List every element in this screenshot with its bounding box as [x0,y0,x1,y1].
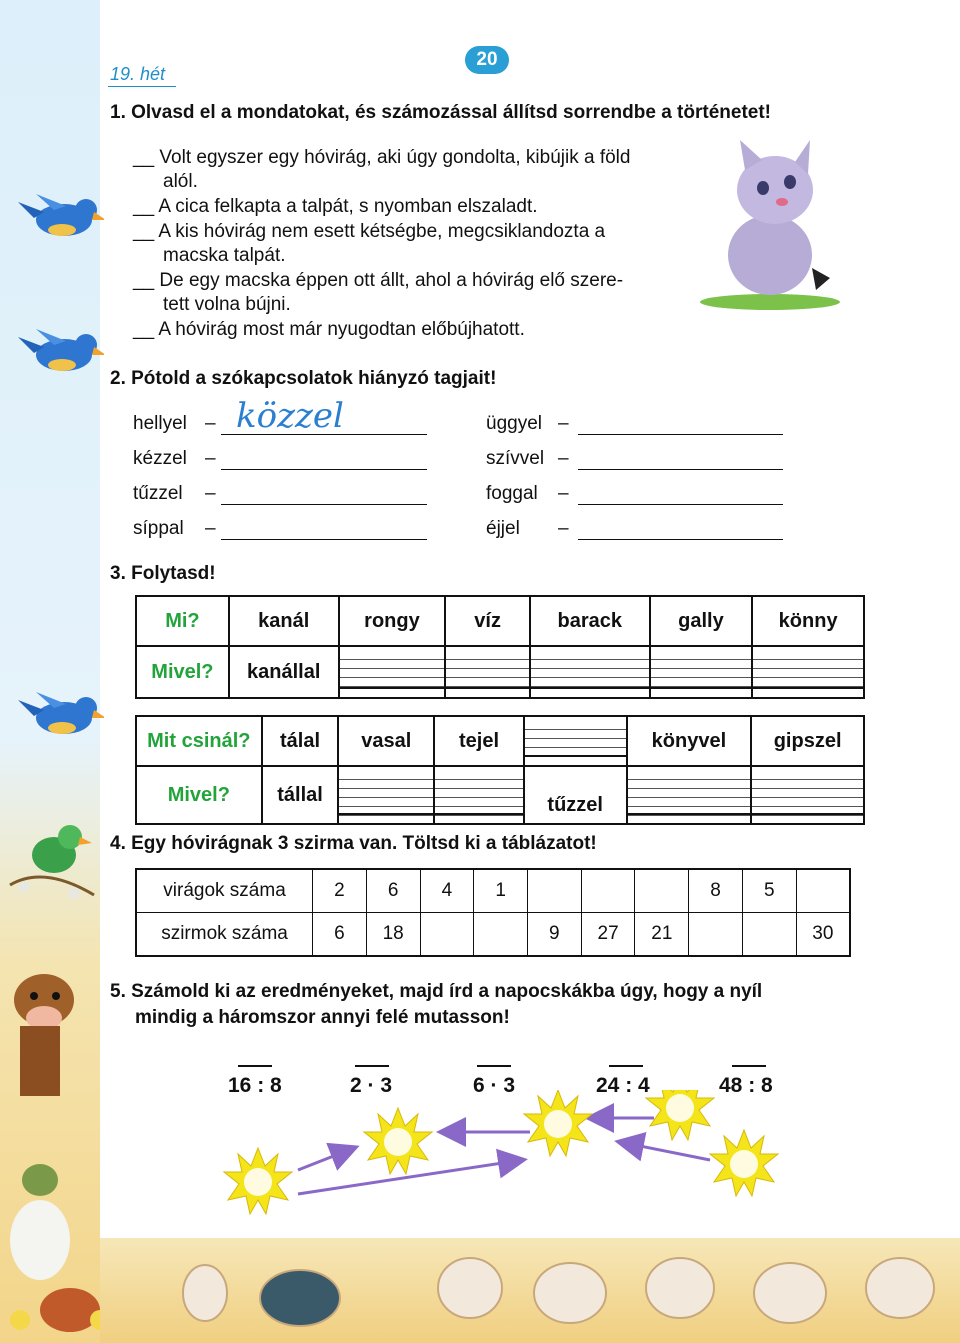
dash: – [205,518,216,539]
question-mivel: Mivel? [167,783,230,806]
word-tuzzel: tűzzel [133,483,183,504]
verb-cell: tálal [262,716,339,766]
answer-cell: kanállal [229,646,339,698]
week-underline [108,86,176,87]
flower-count-cell-empty[interactable] [527,869,581,913]
week-label: 19. hét [110,64,166,84]
task5-title-line1: 5. Számold ki az eredményeket, majd írd a napocskákba úgy, hogy a nyíl [110,981,763,1002]
bird-illustration-1 [14,190,104,250]
flower-count-cell: 6 [366,869,420,913]
dash: – [205,483,216,504]
flower-count-cell-empty[interactable] [635,869,689,913]
task1-sentence-2: __ A cica felkapta a talpát, s nyomban elszaladt. [133,196,538,217]
noun-cell: gally [650,596,753,646]
writing-line [340,687,445,689]
dash: – [558,518,569,539]
green-bird-illustration [4,815,100,905]
answer-blank-right-1[interactable] [578,434,783,435]
answer-cell-empty[interactable] [650,646,753,698]
writing-line [651,687,752,689]
noun-cell: víz [445,596,530,646]
petal-count-cell: 21 [635,913,689,957]
task1-sentence-4-cont: tett volna bújni. [163,294,291,315]
sun-answer-box[interactable] [224,1148,292,1214]
answer-cell: tállal [262,766,339,824]
expression-2: 2 · 3 [350,1074,393,1097]
writing-line [339,813,433,815]
ruled-lines [628,771,751,819]
dash: – [558,448,569,469]
expression-5: 48 : 8 [719,1074,773,1097]
instrumental-table-verbs [135,715,865,825]
petal-count-cell: 27 [581,913,635,957]
task1-sentence-4: __ De egy macska éppen ott állt, ahol a hóvirág elő szere- [133,270,624,291]
bird-illustration-2 [14,325,104,385]
expression-3: 6 · 3 [473,1074,516,1097]
answer-cell-empty[interactable] [338,766,434,824]
noun-cell: barack [530,596,650,646]
dash: – [558,413,569,434]
answer-cell-empty[interactable] [445,646,530,698]
noun-cell: kanál [229,596,339,646]
question-mit-csinal: Mit csinál? [147,729,251,752]
answer-blank-left-3[interactable] [221,504,427,505]
word-uggyel: üggyel [486,413,542,434]
result-blank-5[interactable] [732,1065,766,1067]
sun-arrows-diagram [210,1090,810,1230]
task1-sentence-1: __ Volt egyszer egy hóvirág, aki úgy gondolta, kibújik a föld [133,147,631,168]
sun-answer-box[interactable] [364,1108,432,1174]
arrow [298,1160,522,1194]
answer-cell-empty[interactable] [434,766,524,824]
ruled-lines [435,771,523,819]
answer-blank-right-2[interactable] [578,469,783,470]
answer-cell: tűzzel [524,766,627,824]
sun-answer-box[interactable] [710,1130,778,1196]
task1-sentence-3: __ A kis hóvirág nem esett kétségbe, megcsiklandozta a [133,221,606,242]
expression-4: 24 : 4 [596,1074,650,1097]
answer-blank-left-4[interactable] [221,539,427,540]
question-mi: Mi? [165,609,200,632]
page-number-badge: 20 [465,46,509,74]
flower-count-cell-empty[interactable] [581,869,635,913]
writing-line [628,813,751,815]
flower-count-cell-empty[interactable] [796,869,850,913]
petal-count-table [135,868,851,957]
instrumental-table-nouns [135,595,865,699]
answer-blank-right-3[interactable] [578,504,783,505]
dash: – [558,483,569,504]
arrow [620,1142,710,1160]
verb-cell: gipszel [751,716,864,766]
expression-1: 16 : 8 [228,1074,282,1097]
arrow [298,1148,354,1170]
question-mivel: Mivel? [151,660,214,683]
answer-cell-empty[interactable] [627,766,752,824]
ruled-lines [339,771,433,819]
task5-title-line2: mindig a háromszor annyi felé mutasson! [135,1007,510,1028]
noun-cell: könny [752,596,864,646]
sun-answer-box[interactable] [646,1090,714,1140]
flower-count-cell: 4 [420,869,474,913]
word-kezzel: kézzel [133,448,187,469]
flower-count-cell: 8 [689,869,743,913]
answer-blank-left-2[interactable] [221,469,427,470]
handwritten-answer: közzel [236,396,344,436]
result-blank-2[interactable] [355,1065,389,1067]
flower-count-cell: 5 [742,869,796,913]
result-blank-1[interactable] [238,1065,272,1067]
flower-count-cell: 2 [313,869,367,913]
task1-sentence-1-cont: alól. [163,171,198,192]
petal-count-cell-empty[interactable] [420,913,474,957]
writing-line [752,813,863,815]
answer-cell-empty[interactable] [530,646,650,698]
writing-line [525,755,626,757]
flower-count-cell: 1 [474,869,528,913]
task1-sentence-5: __ A hóvirág most már nyugodtan előbújhatott. [133,319,525,340]
verb-cell: vasal [338,716,434,766]
answer-blank-right-4[interactable] [578,539,783,540]
answer-cell-empty[interactable] [752,646,864,698]
row-label-petals: szirmok száma [136,913,313,957]
word-sippal: síppal [133,518,184,539]
word-ejjel: éjjel [486,518,520,539]
writing-line [753,687,863,689]
verb-cell: tejel [434,716,524,766]
ruled-lines [752,771,863,819]
word-szivvel: szívvel [486,448,545,469]
writing-line [435,813,523,815]
answer-cell-empty[interactable] [751,766,864,824]
petal-count-cell: 6 [313,913,367,957]
verb-cell-empty[interactable] [524,716,627,766]
dash: – [205,413,216,434]
writing-line [446,687,529,689]
answer-blank-left-1[interactable] [221,434,427,435]
task2-title: 2. Pótold a szókapcsolatok hiányzó tagjait! [110,368,497,389]
verb-cell: könyvel [627,716,752,766]
cat-illustration [690,140,840,310]
petal-count-cell-empty[interactable] [742,913,796,957]
noun-cell: rongy [339,596,446,646]
row-label-flowers: virágok száma [136,869,313,913]
petal-count-cell: 9 [527,913,581,957]
petal-count-cell: 18 [366,913,420,957]
task4-title: 4. Egy hóvirágnak 3 szirma van. Töltsd ki a táblázatot! [110,833,597,854]
writing-line [531,687,649,689]
result-blank-3[interactable] [477,1065,511,1067]
word-foggal: foggal [486,483,538,504]
cow-illustration [0,960,100,1110]
bird-illustration-3 [14,688,104,748]
task1-sentence-3-cont: macska talpát. [163,245,286,266]
task3-title: 3. Folytasd! [110,563,216,584]
task1-title: 1. Olvasd el a mondatokat, és számozással állítsd sorrendbe a történetet! [110,102,772,123]
dash: – [205,448,216,469]
petal-count-cell: 30 [796,913,850,957]
word-hellyel: hellyel [133,413,187,434]
petal-count-cell-empty[interactable] [474,913,528,957]
sheep-illustration [100,1238,960,1343]
sun-answer-box[interactable] [524,1090,592,1156]
petal-count-cell-empty[interactable] [689,913,743,957]
result-blank-4[interactable] [609,1065,643,1067]
answer-cell-empty[interactable] [339,646,446,698]
